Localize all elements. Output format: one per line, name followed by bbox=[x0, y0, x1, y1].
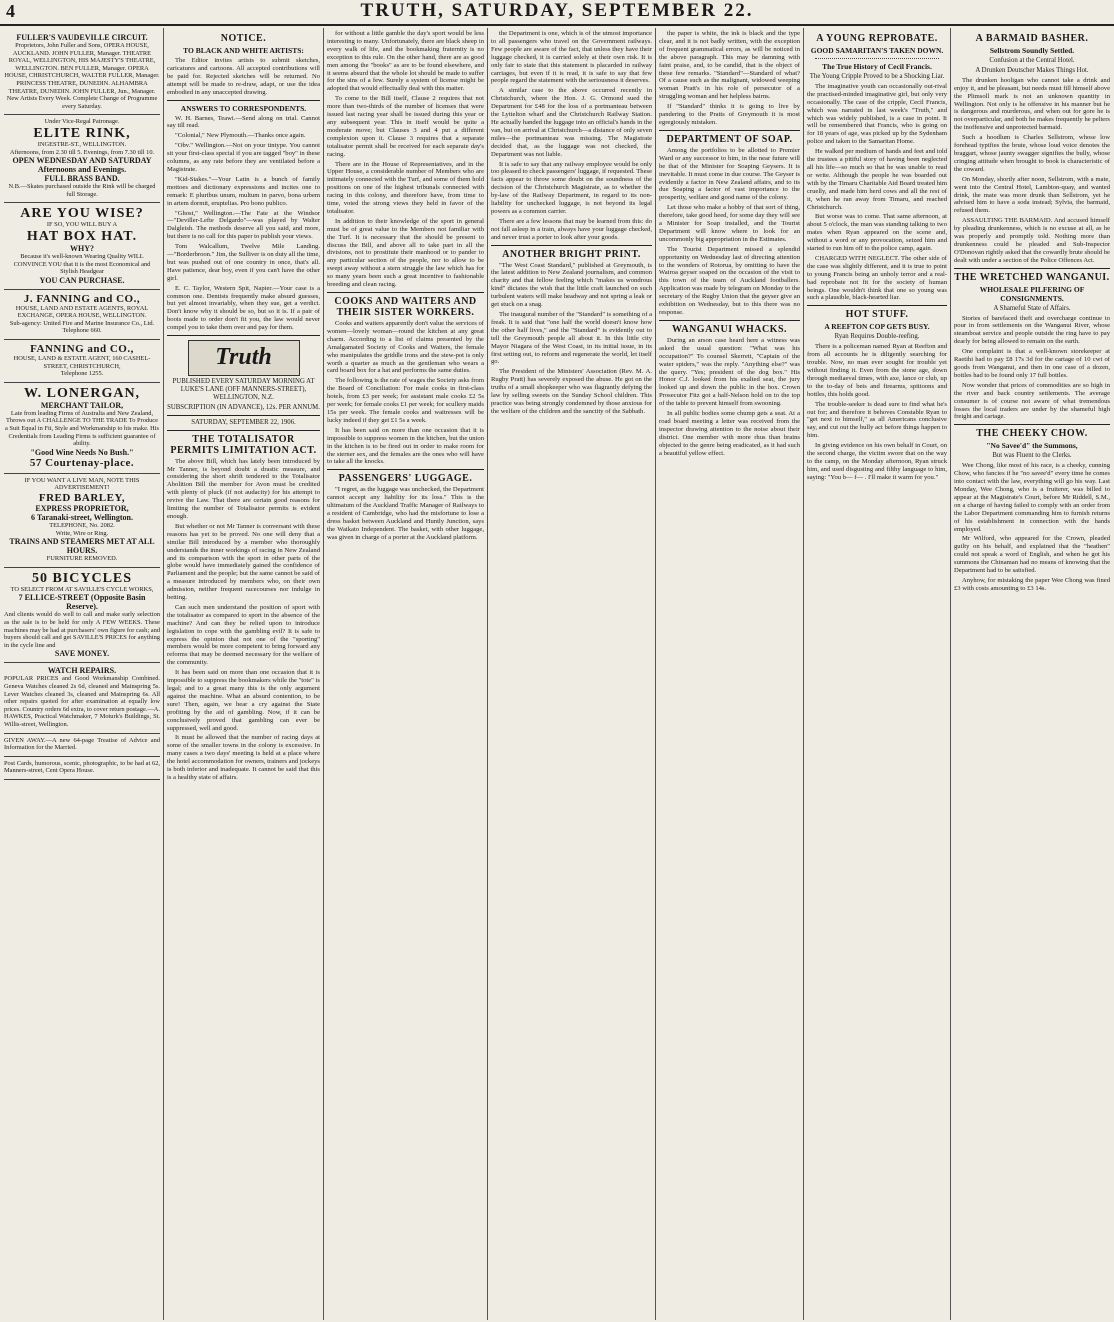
column-4 bbox=[491, 30, 652, 1320]
ad-foot: Telephone 1255. bbox=[60, 370, 104, 378]
answer-item: "Kid-Stakes."—Your Latin is a bunch of family mottoes and dictionary expressions and incites one to remark: E pluribus unum, multum in parvo, bona urbem in artem dormit, eruptelias. Pro bono publico. bbox=[167, 175, 320, 207]
article-paragraph: The inaugural number of the "Standard" is something of a freak. It is said that "one half the world doesn't know how the other half lives," and the "Standard" is evidently out to tell the Greymouth people all about it. In this little city Mayor Niagara of the West Coast, in its initial issue, in its first setting out, to reform and regenerate the world, let itself go. bbox=[491, 311, 652, 366]
newspaper-title: TRUTH, SATURDAY, SEPTEMBER 22. bbox=[360, 0, 754, 21]
divider bbox=[167, 100, 320, 101]
article-paragraph: ASSAULTING THE BARMAID. And accused himself by pleading drunkenness, which is no excuse at all, as he was properly and promptly told. Nothing more than drunkenness could be pleaded and Sub-Inspector O'Donovan rightly asked that the cowardly brute should be dealt with under a section of the Police Offences Act. bbox=[954, 217, 1110, 264]
divider bbox=[491, 245, 652, 246]
article-paragraph: It has been said on more than one occasion that it is impossible to suppress women in the kitchen, but the union in the kitchen is to be fired out in order to make room for the sterner sex, and the females are the ones who will have to take all the knocks. bbox=[327, 426, 484, 466]
article-paragraph: During an arson case heard here a witness was asked the usual question: "What was his occupation?" To counsel Skerrett, "Captain of the water spiders," was the reply. "Anything else?" was the query. "Yes; president of the dog box." His Honor C.J. looked from his exalted seat, the jury looked up and down the public in the box. Crown Prosecutor Fitz got a half-Nelson hold on to the top of the table to prevent himself from swooning. bbox=[659, 336, 800, 408]
ad-cta: YOU CAN PURCHASE. bbox=[39, 275, 125, 285]
ad-headline: ARE YOU WISE? bbox=[20, 206, 144, 222]
article-paragraph: The President of the Ministers' Association (Rev. M. A. Rugby Pratt) has severely exposed the abuse. He got on the truths of a small shopkeeper who was flagrantly defying the law by selling sweets on the Sunday School children. This practice was being strongly condemned by those anxious for the welfare of the children and the sanctity of the Sabbath. bbox=[491, 368, 652, 415]
ad-address: INGESTRE-ST., WELLINGTON. bbox=[37, 140, 127, 148]
ad-tel: TELEPHONE, No. 2082. bbox=[49, 522, 115, 529]
ad-body: Throws out A CHALLENGE TO THE TRADE To Produce a Suit Equal in Fit, Style and Workmanship to his make. His Credentials from Leading Firms is sufficient guarantee of ability. bbox=[5, 417, 159, 448]
ad-fanning-wellington bbox=[4, 290, 160, 340]
ad-body: Proprietors, John Fuller and Sons, OPERA HOUSE, AUCKLAND. JOHN FULLER, Manager. THEATRE ROYAL, WELLINGTON, HIS MAJESTY'S THEATRE, WELLINGTON. BEN FULLER, Manager. OPERA HOUSE, CHRISTCHURCH, WALTER FULLER, Manager. PRINCESS THEATRE, DUNEDIN. ALHAMBRA THEATRE, DUNEDIN. JOHN FULLER, Jun., Manager. New Artists Every Week. Complete Change of Programme every Saturday. bbox=[4, 42, 160, 110]
ad-body: HOUSE, LAND & ESTATE AGENT, 160 CASHEL-STREET, CHRISTCHURCH, bbox=[13, 355, 151, 370]
article-paragraph: The drunken hooligan who cannot take a drink and enjoy it, and be pleasant, but needs must fill himself above the Plimsoll mark is not an unknown quantity in Wellington. Not only is he offensive in his manner but he is dangerous and murderous, and when out for gore he is not overparticular, and both he makes frequently he pelters the inoffensive and unprotected barmaid. bbox=[954, 76, 1110, 132]
ad-line: IF SO, YOU WILL BUY A bbox=[46, 221, 118, 229]
ad-address: 57 Courtenay-place. bbox=[29, 456, 135, 469]
column-3 bbox=[327, 30, 484, 1320]
answers-title: ANSWERS TO CORRESPONDENTS. bbox=[180, 103, 307, 113]
column-rule bbox=[950, 28, 951, 1320]
article-paragraph: Among the portfolios to be allotted to Premier Ward or any successor to him, in the near future will be that of the Minister for Soaping Geysers. It is inevitable. It must come in due course. The Geyser is evidently a factor in New Zealand affairs, and to its due Soaping a factor of vast importance to the prosperity, welfare and good name of the colony. bbox=[659, 146, 800, 202]
notice-body: The Editor invites artists to submit sketches, caricatures and cartoons. All accepted contributions will be paid for. Rejected sketches will be returned. No attempt will be made to re-draw, adapt, or use the idea embodied in any unaccepted drawing. bbox=[167, 57, 320, 96]
notice-title: NOTICE. bbox=[220, 33, 267, 44]
column-5 bbox=[659, 30, 800, 1320]
page-number: 4 bbox=[6, 1, 15, 21]
article-deck: Ryan Requires Double-reefing. bbox=[834, 333, 920, 341]
notice-subtitle: TO BLACK AND WHITE ARTISTS: bbox=[183, 46, 304, 55]
ad-body: And clients would do well to call and make early selection as the sale is to be held for only A FEW WEEKS. These machines may be had at purchasers' own figure for cash; and buyers should call and get SAVILLE'S PRICES for anything in the cycle line and bbox=[4, 611, 160, 649]
article-paragraph: The following is the rate of wages the Society asks from the Board of Conciliation: For male cooks in first-class hotels, from £3 per week; for assistant male cooks £2 5s per week; for female cooks £1 per week; for scullery maids 15s per week. The female cooks and waitresses will be lucky indeed if they get £1 5s a week. bbox=[327, 377, 484, 424]
article-title: WANGANUI WHACKS. bbox=[671, 323, 788, 335]
article-paragraph: There are a few lessons that may be learned from this: do not fall asleep in a train, always have your luggage checked, and never trust a porter to look after your goods. bbox=[491, 217, 652, 241]
ad-address: 6 Taranaki-street, Wellington. bbox=[31, 513, 133, 522]
answer-item: E. C. Taylor, Western Spit, Napier.—Your case is a common one. Dentists frequently make absurd guesses, but yet almost invariably, when they sue, get a verdict. Don't know why it should be so, but so it is. If a pair of boots made to order don't fit you, the law would never compel you to take them over and pay for them. bbox=[167, 284, 320, 332]
article-paragraph: Cooks and waiters apparently don't value the services of women—lovely woman—round the kitchen at any great charm. According to a list of claims presented by the Amalgamated Society of Cooks and Waiters, the female who manipulates the griddle irons and the stew-pot is only worth a quarter as much as the gentleman who wears a card board box for a hat and performs the same duties. bbox=[327, 320, 484, 375]
ad-barley bbox=[4, 474, 160, 568]
divider bbox=[659, 130, 800, 131]
issue-date: SATURDAY, SEPTEMBER 22, 1906. bbox=[191, 418, 296, 426]
column-6 bbox=[807, 30, 947, 1320]
divider bbox=[327, 469, 484, 470]
article-paragraph: for without a little gamble the day's sport would be less interesting to many. Unfortunately, there are black sheep in every walk of life, and the bookmaking fraternity is no exception to this rule. On the other hand, there are as good men among the "books" as are to be found elsewhere, and it seems absurd that the whole lot should be made to suffer for the sins of a few. Surely a system of license might be adopted that would effectually deal with this matter. bbox=[327, 30, 484, 93]
ad-furniture: FURNITURE REMOVED. bbox=[46, 555, 118, 563]
article-deck: But was Fluent to the Clerks. bbox=[992, 452, 1072, 460]
article-title: A YOUNG REPROBATE. bbox=[816, 33, 938, 44]
ad-patronage: Under Vice-Regal Patronage. bbox=[44, 118, 120, 126]
ad-intro: IF YOU WANT A LIVE MAN, NOTE THIS ADVERTISEMENT! bbox=[24, 476, 140, 492]
column-advertisements bbox=[4, 30, 160, 1320]
article-paragraph: If "Standard" thinks it is going to live by pandering to the Pratts of Greymouth it is most egregiously mistaken. bbox=[659, 103, 800, 126]
article-title: HOT STUFF. bbox=[845, 309, 909, 321]
article-paragraph: "The West Coast Standard," published at Greymouth, is the latest addition to New Zealand journalism, and common charity and that fellow feeling which "makes us wondrous kind" dictates the wish that the little craft launched on such turbulent waters will make headway and not spring a leak or get stuck on a snag. bbox=[491, 261, 652, 309]
article-paragraph: CHARGED WITH NEGLECT. The other side of the case was slightly different, and it is true to point to young Francis being an unholy terror and a real-bad reprobate not fit for the society of human beings. One wouldn't think that one so young was such a plausible, black-hearted liar. bbox=[807, 254, 947, 302]
article-subtitle: "No Savee'd" the Summons, bbox=[986, 441, 1078, 451]
article-paragraph: Mr Wilford, who appeared for the Crown, pleaded guilty on his behalf, and explained that the "heathen" could not speak a word of English, and when he got his summons the Chinaman had no means of knowing that the Department had to be satisfied. bbox=[954, 535, 1110, 575]
ad-motto: "Good Wine Needs No Bush." bbox=[30, 447, 134, 457]
article-subtitle: Sellstrom Soundly Settled. bbox=[989, 46, 1075, 55]
article-title: PASSENGERS' LUGGAGE. bbox=[338, 473, 473, 485]
answer-item: W. H. Barnes, Teawi.—Send along on trial. Cannot say till read. bbox=[167, 114, 320, 130]
ad-body: Because it's well-known Wearing Quality WILL CONVINCE YOU that it is the most Economical and Stylish Headgear bbox=[13, 252, 151, 276]
ad-line: WHY? bbox=[70, 243, 94, 253]
ad-title: FRED BARLEY, bbox=[38, 492, 126, 504]
ad-headline: HAT BOX HAT. bbox=[26, 228, 138, 244]
ad-trade: EXPRESS PROPRIETOR, bbox=[35, 504, 129, 513]
ad-treatise bbox=[4, 734, 160, 757]
column-rule bbox=[487, 28, 488, 1320]
ad-hat-box bbox=[4, 203, 160, 289]
divider bbox=[167, 415, 320, 416]
article-paragraph: The trouble-seeker is dead sure to find what he's out for; and therefore it behoves Constable Ryan to "get next to himself," as all Americans conclusive say, and cut out the bully act before things happen to him. bbox=[807, 400, 947, 440]
article-paragraph: Can such men understand the position of sport with the totalisator as compared to sport in the absence of the machine? And can they be relied upon to introduce legislation to cope with the gambling evil? It is safe to express the opinion that not one of the "sporting" members would be more competent to bring forward any reforms that may be deemed necessary for the welfare of the community. bbox=[167, 603, 320, 667]
ad-title: ELITE RINK, bbox=[33, 125, 131, 141]
article-paragraph: There is a policeman named Ryan at Reefton and from all accounts he is diligently searching for trouble. Now, no man ever sought for trouble yet without finding it. Even from the stone age, down through mediaeval times, with axe, lance or club, up to the to-day of bets and firearms, spittoons and bottles, this holds good. bbox=[807, 343, 947, 398]
ad-bicycles bbox=[4, 568, 160, 664]
article-paragraph: He walked per medium of hands and feet and told the trustees a pitiful story of having been neglected all his life—so much so that he was unable to read or write. Although the people he was boarded out with by the Timaru Charitable Aid Board treated him cruelly, and made him herd cows and all the rest of it, when he ran away from Timaru, and reached Christchurch. bbox=[807, 148, 947, 211]
article-subtitle: The True History of Cecil Francis. bbox=[822, 62, 932, 71]
column-2 bbox=[167, 30, 320, 1320]
ad-line: TO SELECT FROM AT SAVILLE'S CYCLE WORKS, bbox=[10, 585, 154, 593]
article-paragraph: It must be allowed that the number of racing days at some of the smaller towns in the colony is excessive. In many cases a two days' meeting is held at a place where the hotel accommodation for owners, trainers and jockeys is both inferior and inadequate. It cannot be said that this is a healthy state of affairs. bbox=[167, 734, 320, 781]
divider bbox=[815, 58, 939, 59]
truth-logo: Truth bbox=[188, 340, 300, 376]
ad-title: J. FANNING and CO., bbox=[23, 292, 141, 305]
divider bbox=[954, 268, 1110, 269]
article-title: ANOTHER BRIGHT PRINT. bbox=[502, 248, 641, 260]
ad-cta: SAVE MONEY. bbox=[54, 649, 110, 659]
ad-watch-repairs bbox=[4, 663, 160, 733]
ad-body: Post Cards, humorous, scenic, photographic, to be had at 62, Manners-street, Cent Opera House. bbox=[4, 759, 160, 775]
ad-postcards bbox=[4, 757, 160, 780]
article-paragraph: A similar case to the above occurred recently in Christchurch, where the Hon. J. G. Ormond sued the Department for £48 for the loss of a portmanteau between the Lyttelton wharf and the Christchurch Railway Station. He actually handed the luggage into an official's hands in the van, but on arrival at Christchurch—a distance of only seven miles—the portmanteau was missing. The Magistrate decided that, as the luggage was not checked, the Department was not liable. bbox=[491, 87, 652, 158]
article-title: A BARMAID BASHER. bbox=[975, 33, 1089, 44]
ad-body: POPULAR PRICES and Good Workmanship Combined. Geneva Watches cleaned 2s 6d, cleaned and Mainspring 5s. Lever Watches cleaned 3s, cleaned and Mainspring 6s. All other repairs quoted for after examination at equally low prices. Country orders 6d extra, to cover return postage.—A. HAWKES, Practical Watchmaker, 7 Moturk's Buildings, St. Willis-street, Wellington. bbox=[4, 675, 160, 728]
divider bbox=[659, 320, 800, 321]
article-deck: A Shameful State of Affairs. bbox=[993, 304, 1071, 312]
subscription-price: SUBSCRIPTION (IN ADVANCE), 12s. PER ANNUM. bbox=[167, 403, 320, 411]
ad-open: OPEN WEDNESDAY AND SATURDAY Afternoons and Evenings. bbox=[12, 156, 152, 175]
ad-fanning-christchurch bbox=[4, 340, 160, 383]
article-paragraph: Anyhow, for mistaking the paper Wee Chong was fined £3 with costs amounting to £3 14s. bbox=[954, 576, 1110, 592]
ad-address: 7 ELLICE-STREET (Opposite Basin Reserve). bbox=[18, 593, 146, 612]
column-rule bbox=[323, 28, 324, 1320]
article-paragraph: But whether or not Mr Tanner is conversant with these reasons has yet to be proved. No one will deny that a similar Bill introduced by a member who thoroughly understands the inner workings of racing in New Zealand and its comparison with the sport in other parts of the globe would have immediately gained the confidence of Parliament and the people; but the same cannot be said of a measure introduced by members who, on their own admission, neither frequent racecourses nor indulge in betting. bbox=[167, 522, 320, 602]
article-title: THE WRETCHED WANGANUI. bbox=[954, 271, 1110, 283]
answer-item: Tom Walcallum, Twelve Mile Landing.—"Borderbroon." Jim, the Sulliver is on duty all the time, but was pushed out of one country in once, that's all. Have patience, dear boy, even if you can't have the other girl. bbox=[167, 243, 320, 282]
ad-orders: Write, Wire or Ring. bbox=[55, 529, 109, 537]
ad-elite-rink bbox=[4, 115, 160, 203]
ad-title: FANNING and CO., bbox=[30, 343, 134, 356]
article-paragraph: "I regret, as the luggage was unchecked, the Department cannot accept any liability for its loss." This is the ultimatum of the Auckland Traffic Manager of Railways to a resident of Cambridge, who had the misfortune to lose a dress basket between Auckland and Huntly Junction, says the Waikato Independent. The basket, with other luggage, was given in charge of a porter at the Auckland platform. bbox=[327, 486, 484, 541]
article-deck: Confusion at the Central Hotel. bbox=[989, 57, 1075, 64]
ad-title: WATCH REPAIRS. bbox=[47, 666, 117, 676]
article-paragraph: But worse was to come. That same afternoon, at about 5 o'clock, the man was standing talking to two mates when Ryan appeared on the scene and, without a word or any provocation, seized him and started to run him off to the police camp, again. bbox=[807, 213, 947, 253]
article-paragraph: In giving evidence on his own behalf in Court, on the second charge, the victim swore that on the way to the camp, on the Monday afternoon, Ryan struck him, and used disgusting and filthy language to him, saying: "You b— f— . I'll make it warm for you." bbox=[807, 442, 947, 481]
publishing-info: PUBLISHED EVERY SATURDAY MORNING AT LUKE'S LANE (OFF MANNERS-STREET), WELLINGTON, N.Z. bbox=[172, 378, 315, 401]
ad-hours: Afternoons, from 2.30 till 5. Evenings, from 7.30 till 10. bbox=[9, 148, 155, 156]
column-7 bbox=[954, 30, 1110, 1320]
article-paragraph: In all public bodies some chump gets a seat. At a road board meeting a letter was received from the inspector drawing attention to the noise about their district. One member with more rhus than brains objected to the genre being eradicated, as it had such a beautiful yellow effect. bbox=[659, 410, 800, 457]
article-paragraph: Now wonder that prices of commodities are so high in the river and back country settlements. The average consumer is of course not aware of what tremendous losses the local traders are under by the shameful high freight and cartage. bbox=[954, 381, 1110, 421]
divider bbox=[327, 292, 484, 293]
ad-band: FULL BRASS BAND. bbox=[44, 174, 120, 184]
article-paragraph: Such a hoodlum is Charles Sellstrom, whose low forehead typifies the brute, whose loud voice denotes the braggart, whose jaunty swagger signifies the bully, whose cringing attitude when brought to book is characteristic of the coward. bbox=[954, 134, 1110, 173]
article-subtitle: WHOLESALE PILFERING OF CONSIGNMENTS. bbox=[979, 284, 1085, 303]
article-title: COOKS AND WAITERS AND THEIR SISTER WORKERS. bbox=[334, 296, 477, 318]
article-paragraph: the paper is white, the ink is black and the type clear, and it is not badly written, with the exception of frequent grammatical errors, as will be noticed in the above paragraph. This may be damning with faint praise, and, to be candid, that is the object of these few remarks. "Standard"—Standard of what? Of a cause such as the malignant, widowed weeping woman Pratt's in his role of persecutor of a struggling woman and her helpless bairns. bbox=[659, 30, 800, 101]
article-paragraph: Stories of barefaced theft and overcharge continue to pour in from settlements on the Wanganui River, whose steamboat service and people outside the ring have to pay dearly for being allowed to remain on the earth. bbox=[954, 314, 1110, 346]
article-paragraph: In addition to their knowledge of the sport in general must be of great value to the Members not familiar with the Turf. It is necessary that the should be present to discuss the Bill, and above all to take part in all the divisions, not to prostitute their manhood or to pander to any particular section of the people, nor to allow to be swept away without a stern struggle the law which has for so many years been such a great incentive to fashionable breeding and clean racing. bbox=[327, 217, 484, 289]
column-rule bbox=[655, 28, 656, 1320]
divider bbox=[954, 424, 1110, 425]
answer-item: "Ghost," Wellington.—The Fate at the Windsor—"Deviller-Lefte Delgardo"—was played by Walter Dalgleish. The methods deserve all you said, and more, but there is no call for this paper to publish your views. bbox=[167, 209, 320, 241]
ad-lonergan bbox=[4, 383, 160, 474]
ad-body: GIVEN AWAY.—A new 64-page Treatise of Advice and Information for the Married. bbox=[4, 736, 160, 752]
article-title: THE CHEEKY CHOW. bbox=[976, 428, 1088, 440]
article-paragraph: On Monday, shortly after noon, Sellstrom, with a mate, went into the Central Hotel, Lambton-quay, and wanted drink, the mate was more drunk than Sellstrom, yet he advised him to have a soda instead; Sylvia, the barmaid, refused them. bbox=[954, 175, 1110, 215]
article-paragraph: To come to the Bill itself, Clause 2 requires that not more than two-thirds of the number of licenses that were issued last racing year shall be issued during this year or any subsequent year. This in itself would be quite a moderate move; but Clauses 3 and 4 put a different complexion upon it. Clause 3 requires that a separate totalisator permit shall be received for each separate day's racing. bbox=[327, 95, 484, 158]
ad-sub: Late from leading Firms of Australia and New Zealand, bbox=[10, 409, 154, 417]
article-subtitle: A REEFTON COP GETS BUSY. bbox=[824, 322, 930, 332]
ad-trade: MERCHANT TAILOR, bbox=[40, 400, 124, 410]
divider bbox=[807, 305, 947, 306]
article-subtitle: GOOD SAMARITAN'S TAKEN DOWN. bbox=[810, 46, 944, 55]
article-paragraph: the Department is one, which is of the utmost importance to all passengers who travel on the Government railways. Few people are aware of the fact, that unless they have their luggage checked, it is carried solely at their own risk. It is only fair to state that this statement is placarded in railway carriages, but even if it is read, it is safe to say that few people regard the statement with the seriousness it deserves. bbox=[491, 30, 652, 85]
article-title: DEPARTMENT OF SOAP. bbox=[666, 133, 793, 145]
article-deck: A Drunken Deutscher Makes Things Hot. bbox=[975, 66, 1089, 74]
ad-title: W. LONERGAN, bbox=[23, 385, 141, 401]
ad-fullers bbox=[4, 30, 160, 115]
article-paragraph: It is safe to say that any railway employee would be only too pleased to check passengers' luggage, if requested. These facts appear to throw some doubt on the soundness of the decision of the Christchurch Magistrate, as to whether the by-law of the Railway Department, in regard to its non-liability for unchecked luggage, is not beyond its legal powers as a common carrier. bbox=[491, 160, 652, 215]
ad-note: N.B.—Skates purchased outside the Rink will be charged full Storage. bbox=[8, 183, 156, 198]
article-paragraph: The imaginative youth can occasionally out-rival the practised-minded imaginative girl, but only very occasionally. The case of the cripple, Cecil Francis, which was narrated in last week's "Truth," and which was widely published, is a case in point. It will be remembered that Francis, who is going on for 18 years of age, was picked up by the Sydenham police and taken to the Samaritan Home. bbox=[807, 82, 947, 146]
article-paragraph: The above Bill, which has lately been introduced by Mr Tanner, is beyond doubt a drastic measure, and considering the short shrift tendered to the Totalisator Abolition Bill the member for Avon must be credited with plenty of pluck (if not audacity) for his attempt to revive the Law. That there are certain good reasons for limiting the number of Totalisator permits is evident enough. bbox=[167, 457, 320, 520]
ad-headline: 50 BICYCLES bbox=[31, 570, 133, 586]
article-paragraph: Wee Chong, like most of his race, is a cheeky, cunning Chow, who fancies if he "no savee'd" every time he comes into contact with the law, everything will go his way. Last Monday, Wee Chong, who is a fruiterer, was billed to appear at the Magistrate's Court, before Mr Riddell, S.M., on a charge of having failed to comply with an order from the Labor Department commanding him to furnish returns of his establishment in connection with the hands employed. bbox=[954, 462, 1110, 533]
divider bbox=[167, 430, 320, 431]
article-paragraph: It has been said on more than one occasion that it is impossible to suppress the bookmakers while the "tote" is legal; and to a great many this is the only argument against the machine. What an absurd contention, to be sure! Then, again, we hear a cry against the State profiting by the aid of gambling. Now, if it can be conclusively proved that gambling can ever be suppressed, well and good. bbox=[167, 669, 320, 732]
article-paragraph: The Tourist Department missed a splendid opportunity on Wednesday last of directing attention to the wonders of Rotorua, by omitting to have the Wairoa geyser soaped on the occasion of the visit to this town of the team of Auckland footballers. Application was made by telegram on Monday to the secretary of the Rugby Union that the geyser give an exhibition on Wednesday, but to this there was no response. bbox=[659, 245, 800, 316]
article-title: THE TOTALISATOR PERMITS LIMITATION ACT. bbox=[170, 433, 317, 456]
ad-title: FULLER'S VAUDEVILLE CIRCUIT. bbox=[16, 33, 148, 42]
column-rule bbox=[803, 28, 804, 1320]
ad-body: HOUSE, LAND AND ESTATE AGENTS, ROYAL EXCHANGE, OPERA HOUSE, WELLINGTON. bbox=[15, 304, 149, 320]
ad-trains: TRAINS AND STEAMERS MET AT ALL HOURS. bbox=[9, 537, 155, 556]
answer-item: "Colonial," New Plymouth.—Thanks once again. bbox=[175, 132, 306, 140]
column-rule bbox=[163, 28, 164, 1320]
article-paragraph: There are in the House of Representatives, and in the Upper House, a considerable number of Members who are intimately connected with the Turf, and some of them hold positions on one of the highest tribunals connected with racing in this colony, and therefore have, from time to time, voted the strong views they held in favor of the totalisator. bbox=[327, 160, 484, 215]
article-paragraph: One complaint is that a well-known storekeeper at Raetihi had to pay £8 17s 3d for the cartage of 10 cwt of goods from Wanganui, and then in one case of a dozen, bottles had to be found only 17 full bottles. bbox=[954, 348, 1110, 379]
answer-item: "Obv." Wellington.—Not on your tintype. You cannot sit your first-class special if you are tagged "boy" in these columns, as any rate before they are ventilated before a Magistrate. bbox=[167, 142, 320, 173]
ad-foot: Sub-agency: United Fire and Marine Insurance Co., Ltd. Telephone 660. bbox=[9, 319, 155, 335]
article-deck: The Young Cripple Proved to be a Shocking Liar. bbox=[809, 73, 945, 80]
article-paragraph: Let those who make a hobby of that sort of thing, therefore, take good heed, for some day they will see a Minister for Soap installed, and the Tourist Department will know where to look for an uncommonly big appropriation in the Estimates. bbox=[659, 204, 800, 243]
divider bbox=[167, 335, 320, 336]
masthead bbox=[0, 0, 1114, 26]
